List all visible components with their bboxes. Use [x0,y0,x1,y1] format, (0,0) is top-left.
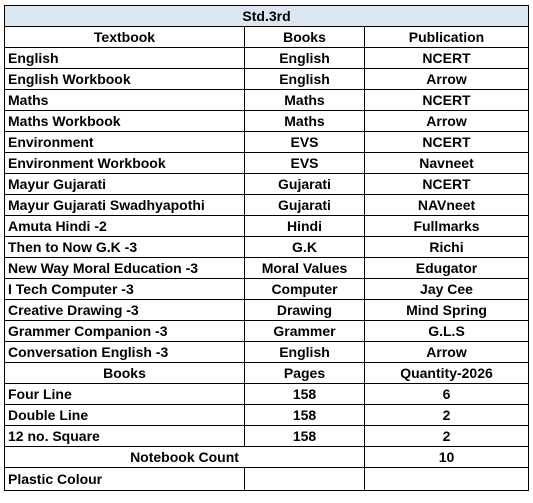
textbook-publication: NCERT [365,174,529,195]
notebook-quantity: 6 [365,384,529,405]
textbook-name: Mayur Gujarati [5,174,245,195]
header-notebook-books: Books [5,363,245,384]
notebook-rows [5,384,529,447]
notebook-row [5,426,529,447]
notebook-pages: 158 [245,405,365,426]
textbook-row [5,216,529,237]
class-title: Std.3rd [5,6,529,27]
textbook-row [5,321,529,342]
textbook-name: English Workbook [5,69,245,90]
textbook-subject: Moral Values [245,258,365,279]
textbook-name: Creative Drawing -3 [5,300,245,321]
textbook-subject: EVS [245,153,365,174]
notebook-count-value: 10 [365,447,529,468]
textbook-publication: NCERT [365,132,529,153]
textbook-row [5,300,529,321]
textbook-row [5,237,529,258]
textbook-publication: NCERT [365,90,529,111]
textbook-subject: English [245,48,365,69]
notebook-count-row [5,447,529,468]
header-books: Books [245,27,365,48]
textbook-subject: G.K [245,237,365,258]
textbook-publication: NAVneet [365,195,529,216]
textbook-publication: NCERT [365,48,529,69]
textbook-row [5,90,529,111]
header-pages: Pages [245,363,365,384]
textbook-publication: Navneet [365,153,529,174]
textbook-row [5,174,529,195]
textbook-publication: Fullmarks [365,216,529,237]
textbook-subject: Drawing [245,300,365,321]
booklist-table [4,5,529,491]
notebook-quantity: 2 [365,426,529,447]
textbook-name: I Tech Computer -3 [5,279,245,300]
textbook-subject: Gujarati [245,174,365,195]
textbook-header-row [5,27,529,48]
textbook-publication: Mind Spring [365,300,529,321]
header-publication: Publication [365,27,529,48]
textbook-row [5,132,529,153]
textbook-row [5,279,529,300]
textbook-name: Maths Workbook [5,111,245,132]
textbook-subject: Maths [245,90,365,111]
textbook-row [5,342,529,363]
textbook-name: New Way Moral Education -3 [5,258,245,279]
textbook-rows [5,48,529,363]
textbook-name: Mayur Gujarati Swadhyapothi [5,195,245,216]
textbook-row [5,258,529,279]
header-quantity: Quantity-2026 [365,363,529,384]
plastic-colour-pages [245,468,365,491]
notebook-name: Four Line [5,384,245,405]
textbook-name: Maths [5,90,245,111]
textbook-subject: English [245,69,365,90]
notebook-pages: 158 [245,426,365,447]
textbook-name: Grammer Companion -3 [5,321,245,342]
textbook-row [5,69,529,90]
textbook-row [5,153,529,174]
textbook-subject: Gujarati [245,195,365,216]
textbook-publication: Arrow [365,111,529,132]
textbook-name: English [5,48,245,69]
textbook-publication: Arrow [365,69,529,90]
notebook-pages: 158 [245,384,365,405]
textbook-name: Environment Workbook [5,153,245,174]
textbook-publication: Richi [365,237,529,258]
notebook-name: Double Line [5,405,245,426]
textbook-row [5,195,529,216]
textbook-subject: English [245,342,365,363]
header-textbook: Textbook [5,27,245,48]
textbook-publication: G.L.S [365,321,529,342]
textbook-name: Conversation English -3 [5,342,245,363]
textbook-publication: Jay Cee [365,279,529,300]
textbook-subject: EVS [245,132,365,153]
notebook-row [5,384,529,405]
plastic-colour-label: Plastic Colour [5,468,245,491]
textbook-name: Then to Now G.K -3 [5,237,245,258]
notebook-name: 12 no. Square [5,426,245,447]
booklist-sheet [4,5,528,491]
textbook-name: Amuta Hindi -2 [5,216,245,237]
textbook-subject: Grammer [245,321,365,342]
textbook-publication: Arrow [365,342,529,363]
notebook-row [5,405,529,426]
textbook-subject: Maths [245,111,365,132]
textbook-publication: Edugator [365,258,529,279]
plastic-colour-quantity [365,468,529,491]
textbook-row [5,111,529,132]
textbook-row [5,48,529,69]
title-row [5,6,529,27]
textbook-subject: Hindi [245,216,365,237]
textbook-subject: Computer [245,279,365,300]
notebook-quantity: 2 [365,405,529,426]
textbook-name: Environment [5,132,245,153]
notebook-header-row [5,363,529,384]
plastic-colour-row [5,468,529,491]
notebook-count-label: Notebook Count [5,447,365,468]
